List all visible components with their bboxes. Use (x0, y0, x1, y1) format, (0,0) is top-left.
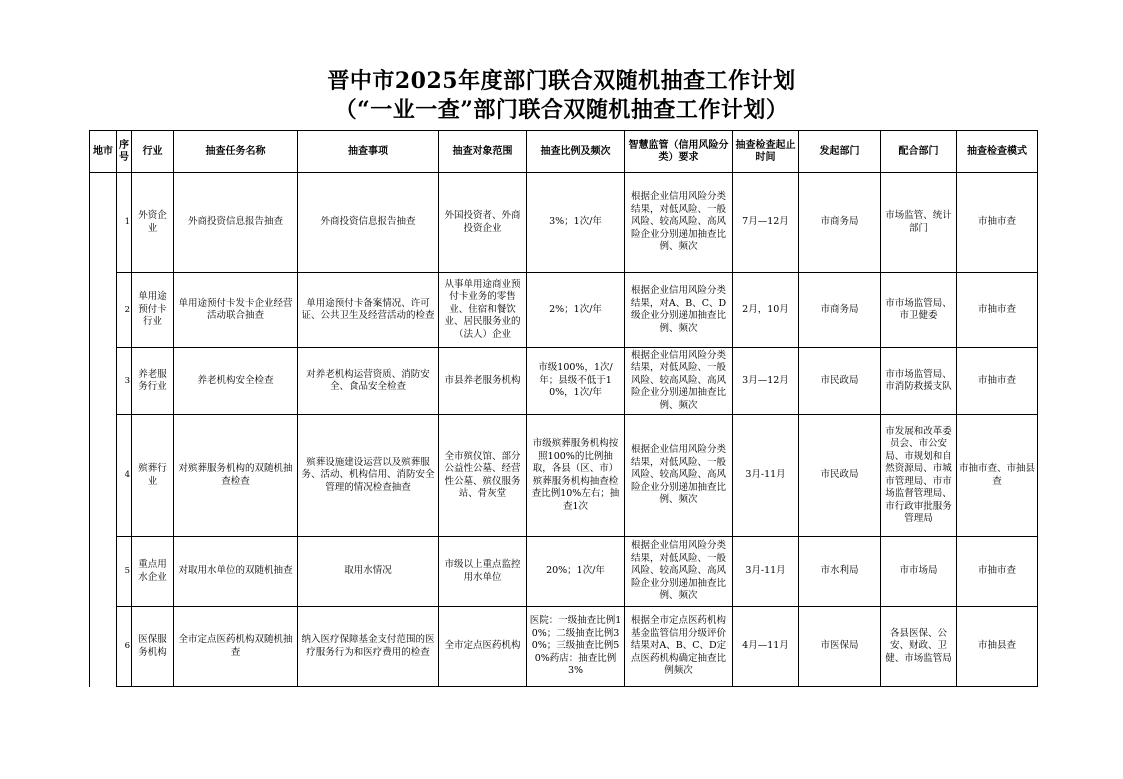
row-target: 外国投资者、外商投资企业 (439, 173, 527, 273)
row-task: 养老机构安全检查 (174, 348, 298, 415)
row-period: 2月，10月 (733, 273, 799, 348)
row-item: 取用水情况 (298, 537, 439, 607)
row-industry: 殡葬行业 (132, 415, 174, 537)
row-task: 对殡葬服务机构的双随机抽查检查 (174, 415, 298, 537)
row-initiator: 市水利局 (799, 537, 881, 607)
row-ratio: 20%；1次/年 (527, 537, 625, 607)
header-no: 序号 (117, 131, 132, 173)
row-target: 全市定点医药机构 (439, 607, 527, 687)
row-ratio: 医院：一级抽查比例10%；二级抽查比例30%；三级抽查比例50%药店：抽查比例3% (527, 607, 625, 687)
header-ratio: 抽查比例及频次 (527, 131, 625, 173)
row-initiator: 市医保局 (799, 607, 881, 687)
row-cooperator: 市场监管、统计部门 (881, 173, 957, 273)
header-item: 抽查事项 (298, 131, 439, 173)
plan-table (89, 130, 1038, 687)
row-period: 3月—12月 (733, 348, 799, 415)
row-task: 外商投资信息报告抽查 (174, 173, 298, 273)
row-mode: 市抽市查、市抽县查 (957, 415, 1038, 537)
row-mode: 市抽市查 (957, 173, 1038, 273)
row-item: 外商投资信息报告抽查 (298, 173, 439, 273)
row-no: 2 (117, 273, 132, 348)
row-industry: 医保服务机构 (132, 607, 174, 687)
row-ratio: 3%；1次/年 (527, 173, 625, 273)
row-no: 3 (117, 348, 132, 415)
row-period: 7月—12月 (733, 173, 799, 273)
row-task: 对取用水单位的双随机抽查 (174, 537, 298, 607)
row-initiator: 市商务局 (799, 173, 881, 273)
header-mode: 抽查检查模式 (957, 131, 1038, 173)
table-row (90, 537, 1038, 607)
row-cooperator: 市市场局 (881, 537, 957, 607)
row-task: 全市定点医药机构双随机抽查 (174, 607, 298, 687)
row-item: 纳入医疗保障基金支付范围的医疗服务行为和医疗费用的检查 (298, 607, 439, 687)
row-no: 5 (117, 537, 132, 607)
row-industry: 养老服务行业 (132, 348, 174, 415)
row-ratio: 市级100%，1次/年；县级不低于10%，1次/年 (527, 348, 625, 415)
table-row (90, 348, 1038, 415)
row-initiator: 市民政局 (799, 348, 881, 415)
header-task: 抽查任务名称 (174, 131, 298, 173)
row-period: 4月—11月 (733, 607, 799, 687)
row-mode: 市抽县查 (957, 607, 1038, 687)
row-ratio: 2%；1次/年 (527, 273, 625, 348)
row-ratio: 市级殡葬服务机构按照100%的比例抽取，各县（区、市）殡葬服务机构抽查检查比例10%左右；抽查1次 (527, 415, 625, 537)
header-city: 地市 (90, 131, 117, 173)
header-target: 抽查对象范围 (439, 131, 527, 173)
table-row (90, 173, 1038, 273)
row-smart: 根据全市定点医药机构基金监管信用分级评价结果对A、B、C、D定点医药机构确定抽查比例频次 (625, 607, 733, 687)
table-row (90, 607, 1038, 687)
header-period: 抽查检查起止时间 (733, 131, 799, 173)
row-period: 3月-11月 (733, 537, 799, 607)
row-smart: 根据企业信用风险分类结果，对A、B、C、D级企业分别递加抽查比例、频次 (625, 273, 733, 348)
page-title: 晋中市2025年度部门联合双随机抽查工作计划 (327, 68, 796, 94)
row-industry: 单用途预付卡行业 (132, 273, 174, 348)
row-cooperator: 各县医保、公安、财政、卫健、市场监管局 (881, 607, 957, 687)
row-no: 1 (117, 173, 132, 273)
row-smart: 根据企业信用风险分类结果，对低风险、一般风险、较高风险、高风险企业分别递加抽查比例、频次 (625, 348, 733, 415)
row-period: 3月-11月 (733, 415, 799, 537)
row-smart: 根据企业信用风险分类结果，对低风险、一般风险、较高风险、高风险企业分别递加抽查比例、频次 (625, 173, 733, 273)
row-task: 单用途预付卡发卡企业经营活动联合抽查 (174, 273, 298, 348)
row-smart: 根据企业信用风险分类结果，对低风险、一般风险、较高风险、高风险企业分别递加抽查比例、频次 (625, 415, 733, 537)
row-initiator: 市民政局 (799, 415, 881, 537)
row-initiator: 市商务局 (799, 273, 881, 348)
header-smart: 智慧监管（信用风险分类）要求 (625, 131, 733, 173)
row-mode: 市抽市查 (957, 348, 1038, 415)
row-cooperator: 市市场监管局、市卫健委 (881, 273, 957, 348)
row-mode: 市抽市查 (957, 273, 1038, 348)
row-cooperator: 市发展和改革委员会、市公安局、市规划和自然资源局、市城市管理局、市市场监督管理局、市行政审批服务管理局 (881, 415, 957, 537)
table-row (90, 415, 1038, 537)
row-no: 4 (117, 415, 132, 537)
row-item: 对养老机构运营资质、消防安全、食品安全检查 (298, 348, 439, 415)
header-industry: 行业 (132, 131, 174, 173)
header-cooperator: 配合部门 (881, 131, 957, 173)
row-industry: 外资企业 (132, 173, 174, 273)
row-target: 市级以上重点监控用水单位 (439, 537, 527, 607)
row-cooperator: 市市场监管局、市消防救援支队 (881, 348, 957, 415)
table-row (90, 273, 1038, 348)
row-item: 单用途预付卡备案情况、许可证、公共卫生及经营活动的检查 (298, 273, 439, 348)
row-industry: 重点用水企业 (132, 537, 174, 607)
row-item: 殡葬设施建设运营以及殡葬服务、活动、机构信用、消防安全管理的情况检查抽查 (298, 415, 439, 537)
row-mode: 市抽市查 (957, 537, 1038, 607)
row-smart: 根据企业信用风险分类结果，对低风险、一般风险、较高风险、高风险企业分别递加抽查比例、频次 (625, 537, 733, 607)
header-initiator: 发起部门 (799, 131, 881, 173)
row-target: 市县养老服务机构 (439, 348, 527, 415)
row-target: 从事单用途商业预付卡业务的零售业、住宿和餐饮业、居民服务业的（法人）企业 (439, 273, 527, 348)
header-row (90, 131, 1038, 173)
row-no: 6 (117, 607, 132, 687)
row-target: 全市殡仪馆、部分公益性公墓、经营性公墓、殡仪服务站、骨灰堂 (439, 415, 527, 537)
city-cell (90, 173, 117, 687)
page-subtitle: （“一业一查”部门联合双随机抽查工作计划） (334, 97, 789, 123)
